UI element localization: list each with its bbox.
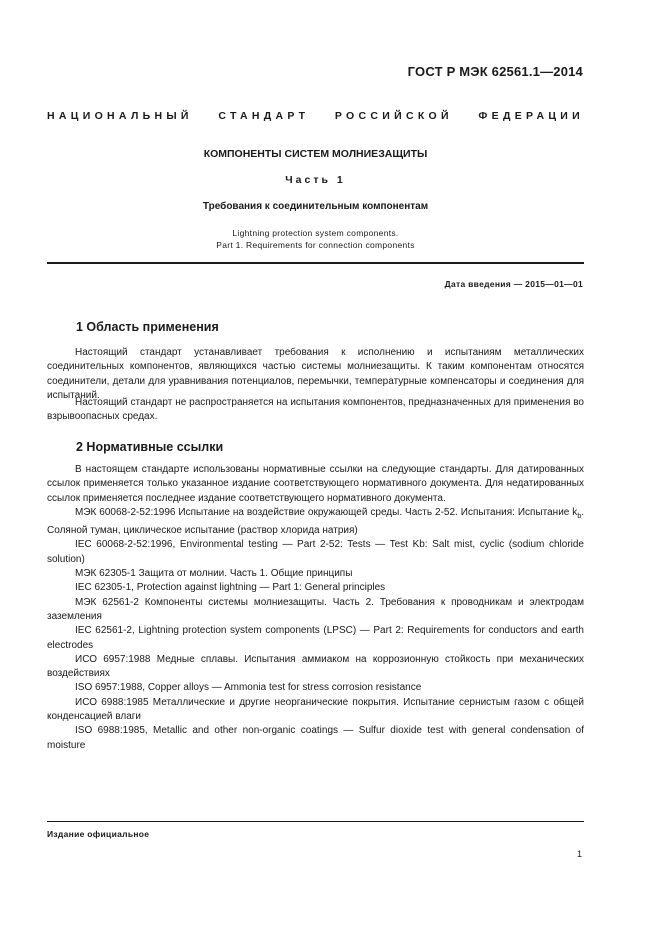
page-number: 1 [576, 849, 582, 859]
english-title-line-2: Part 1. Requirements for connection components [216, 240, 415, 250]
normative-references [47, 463, 584, 753]
references-intro: В настоящем стандарте использованы нормативные ссылки на следующие стандарты. Для датированных ссылок применяется только указанное издание соответствующего нормативного документа. Для недатированных ссылок применяется последнее издание соответствующего нормативного документа. [47, 464, 584, 504]
introduction-date: Дата введения — 2015—01—01 [444, 279, 583, 289]
section-2-heading: 2 Нормативные ссылки [76, 440, 224, 454]
reference-text: . Соляной туман, циклическое испытание (раствор хлорида натрия) [47, 506, 584, 537]
reference-item: МЭК 62305-1 Защита от молнии. Часть 1. Общие принципы [75, 568, 353, 580]
section-1-paragraph-2: Настоящий стандарт не распространяется на испытания компонентов, предназначенных для применения во взрывоопасных средах. [47, 397, 584, 423]
reference-item: ISO 6957:1988, Copper alloys — Ammonia test for stress corrosion resistance [75, 682, 422, 694]
document-number: ГОСТ Р МЭК 62561.1—2014 [407, 64, 583, 79]
reference-item [47, 506, 584, 539]
part-label: Часть 1 [285, 174, 346, 186]
reference-item: IEC 62561-2, Lightning protection system components (LPSC) — Part 2: Requirements for conductors and earth electrodes [47, 625, 584, 651]
reference-item: ISO 6988:1985, Metallic and other non-organic coatings — Sulfur dioxide test with general condensation of moisture [47, 725, 584, 751]
reference-item: IEC 60068-2-52:1996, Environmental testing — Part 2-52: Tests — Test Kb: Salt mist, cyclic (sodium chloride solution) [47, 539, 584, 565]
national-standard-banner: НАЦИОНАЛЬНЫЙ СТАНДАРТ РОССИЙСКОЙ ФЕДЕРАЦИИ [47, 110, 584, 122]
section-1-paragraph-1: Настоящий стандарт устанавливает требования к исполнению и испытаниям металлических соединительных компонентов, являющихся частью системы молниезащиты. К таким компонентам относятся соединители, детали для уравнивания потенциалов, перемычки, температурные компенсаторы и соединения для испытаний. [47, 347, 584, 401]
title-divider [47, 262, 584, 264]
reference-item: ИСО 6957:1988 Медные сплавы. Испытания аммиаком на коррозионную стойкость при механических воздействиях [47, 653, 584, 680]
official-edition-note: Издание официальное [47, 829, 150, 839]
english-title-line-1: Lightning protection system components. [232, 228, 399, 238]
document-title: КОМПОНЕНТЫ СИСТЕМ МОЛНИЕЗАЩИТЫ [203, 148, 428, 160]
reference-item: МЭК 62561-2 Компоненты системы молниезащиты. Часть 2. Требования к проводникам и электродам заземления [47, 596, 584, 622]
reference-item: ИСО 6988:1985 Металлические и другие неорганические покрытия. Испытание сернистым газом с общей конденсацией влаги [47, 696, 584, 723]
footer-divider [47, 821, 584, 822]
reference-subscript: b [577, 512, 582, 520]
document-subtitle: Требования к соединительным компонентам [202, 201, 429, 212]
section-1-heading: 1 Область применения [76, 320, 219, 334]
reference-text: МЭК 60068-2-52:1996 Испытание на воздействие окружающей среды. Часть 2-52. Испытания: Испытание k [75, 506, 578, 518]
reference-item: IEC 62305-1, Protection against lightning — Part 1: General principles [75, 582, 386, 594]
